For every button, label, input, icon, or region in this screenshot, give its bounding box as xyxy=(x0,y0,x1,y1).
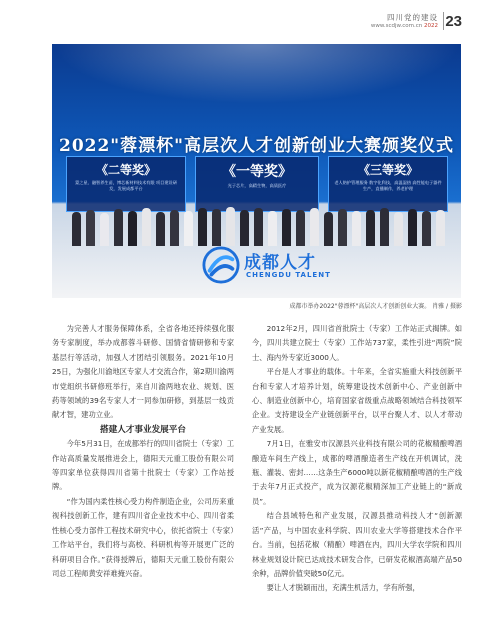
person-figure xyxy=(422,211,431,246)
photo-caption: 成都市举办2022"蓉漂杯"高层次人才创新创业大赛。 肖雅 / 摄影 xyxy=(289,303,462,310)
person-figure xyxy=(226,207,235,246)
stage-lights xyxy=(52,44,461,104)
person-figure xyxy=(86,210,95,246)
chengdu-talent-logo xyxy=(202,242,342,288)
talent-logo-icon xyxy=(202,246,240,284)
second-prize-panel xyxy=(66,156,186,212)
second-prize-label: 《二等奖》 xyxy=(95,163,156,177)
person-figure xyxy=(282,209,291,246)
ceremony-banner-title: 2022"蓉漂杯"高层次人才创新创业大赛颁奖仪式 xyxy=(58,136,455,156)
person-figure xyxy=(156,212,165,246)
person-figure xyxy=(324,212,333,246)
second-prize-text: 蒙之星、融智养生苗，博芯新材料技术有限 项目建设研发，发展成都平台 xyxy=(75,180,177,191)
paragraph: 结合县域特色和产业发展，汉源县推动科技人才“创新源活”产品，与中国农业科学院、四川农业大学等搭建技术合作平台。当前，包括花椒（精酿）啤酒在内，四川大学农学院和四川林业规划设计院已达成技术研发合作，已研发花椒酒高端产品50余种，品牌价值突破50亿元。 xyxy=(252,511,462,578)
logo-english-text: CHENGDU TALENT xyxy=(246,271,331,279)
paragraph: 要让人才脱颖而出，充满生机活力，学有所强， xyxy=(266,583,420,593)
person-figure xyxy=(408,209,417,246)
article-left-column xyxy=(52,322,234,581)
award-winners-group xyxy=(52,206,461,246)
person-figure xyxy=(380,208,389,246)
person-figure xyxy=(198,208,207,246)
person-figure xyxy=(240,210,249,246)
person-figure xyxy=(142,208,151,246)
first-prize-label: 《一等奖》 xyxy=(222,164,292,180)
magazine-name: 四川党的建设 xyxy=(387,13,438,22)
person-figure xyxy=(338,209,347,246)
person-figure xyxy=(128,211,137,246)
person-figure xyxy=(352,211,361,246)
url-year: 2022 xyxy=(424,23,438,29)
person-figure xyxy=(436,210,445,246)
first-prize-panel xyxy=(195,156,319,212)
person-figure xyxy=(268,211,277,246)
logo-chinese-text: 成都人才 xyxy=(244,253,316,273)
section-heading: 搭建人才事业发展平台 xyxy=(100,424,186,435)
person-figure xyxy=(170,210,179,246)
paragraph: 2012年2月，四川省首批院士（专家）工作站正式揭牌。如今，四川共建立院士（专家）工作站737家，柔性引进“两院”院士、海内外专家近3000人。 xyxy=(252,324,462,362)
person-figure xyxy=(366,210,375,246)
person-figure xyxy=(72,212,81,246)
award-ceremony-photo xyxy=(52,44,461,298)
person-figure xyxy=(310,208,319,246)
person-figure xyxy=(100,213,109,246)
page-number: 23 xyxy=(445,13,462,30)
person-figure xyxy=(184,211,193,246)
person-figure xyxy=(296,210,305,246)
page-header xyxy=(0,0,496,48)
third-prize-panel xyxy=(328,156,448,212)
third-prize-text: 老人陪护管理服务 数字化科技，高温湿热 高性能电子器件生产，直播制作，养老护理 xyxy=(334,180,442,191)
paragraph: 平台是人才事业的载体。十年来，全省实施重大科技创新平台和专家人才培养计划，统筹建设技术创新中心、产业创新中心、制造业创新中心，培育国家省级重点战略领域结合科技领军企业。支持建设全产业链创新平台，以平台聚人才、以人才带动产业发展。 xyxy=(252,367,462,434)
person-figure xyxy=(394,212,403,246)
third-prize-label: 《三等奖》 xyxy=(357,163,418,177)
article-right-column xyxy=(252,322,462,596)
paragraph: 今年5月31日，在成都举行的四川省院士（专家）工作站高质量发展推进会上，德阳天元重工股份有限公司等四家单位获得四川省第十批院士（专家）工作站授牌。 xyxy=(52,439,234,492)
person-figure xyxy=(114,209,123,246)
magazine-url xyxy=(371,23,438,29)
url-text: www.scdjw.com.cn xyxy=(370,23,424,29)
person-figure xyxy=(254,208,263,246)
paragraph: “作为国内柔性核心受力构件制造企业，公司历来重视科技创新工作，建有四川省企业技术中心、四川省柔性核心受力部件工程技术研究中心，依托省院士（专家）工作站平台，我们将与高校、科研机构等开展更广泛的科研项目合作。”获得授牌后，德阳天元重工股份有限公司总工程师黄安祥难掩兴奋。 xyxy=(52,496,234,578)
paragraph: 7月1日，在雅安市汉源县兴业科技有限公司的花椒精酿啤酒酿造车间生产线上，成都的啤酒酿造者生产线在开机调试，洗瓶、灌装、密封……这条生产6000吨以新花椒精酿啤酒的生产线于去年7月正式投产，成为汉源花椒精深加工产业链上的“新成员”。 xyxy=(252,439,462,506)
person-figure xyxy=(212,209,221,246)
header-divider xyxy=(443,12,444,30)
paragraph: 为完善人才服务保障体系，全省各地还持续强化服务专家制度，举办成都蓉斗研修、国情省情研修和专家基层行等活动，加强人才团结引领服务。2021年10月25日，为强化川渝地区专家人才交流合作，第2期川渝两市党组织书研修班举行，来自川渝两地农业、规划、医药等领域的39名专家人才一同参加研修，到基层一线贡献才智，建功立业。 xyxy=(52,324,234,420)
first-prize-text: 光子芯片，高精生物，高质医疗 xyxy=(227,183,287,188)
